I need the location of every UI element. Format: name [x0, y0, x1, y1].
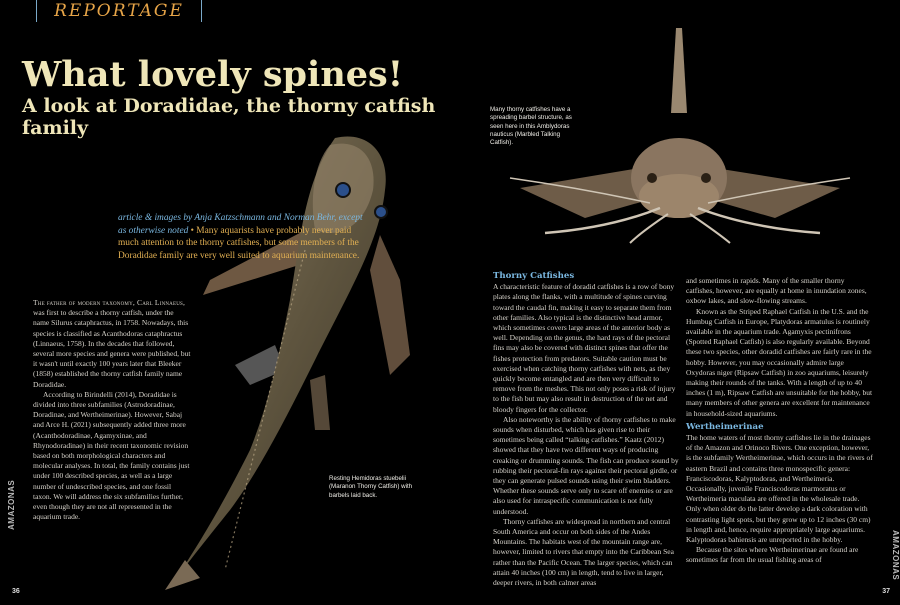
page-number-left: 36 [12, 588, 20, 595]
heading-thorny-catfishes: Thorny Catfishes [493, 271, 575, 281]
bullet-dot: • [190, 225, 194, 236]
caption-fish1: Resting Hemidoras stuebelii (Maranon Thorny Catfish) with barbels laid back. [329, 475, 413, 499]
right2-para-4: Because the sites where Wertheimerinae are found are sometimes far from the usual fishing areas of [686, 545, 859, 565]
left-para-1 [33, 298, 191, 390]
dek-text: Many aquarists have probably never paid much attention to the thorny catfishes, but some members of the Doradidae family are very well suited to aquarium maintenance. [118, 225, 360, 261]
byline [118, 212, 366, 262]
left-para-1-text: was first to describe a thorny catfish, under the name Silurus cataphractus, in 1758. Nowadays, this species is classified as Acanthodoras cataphractus (Linnaeus, 1758). In the decades that followed, several more species and genera were published, but it wasn't until exactly 100 years later that Bleeker (1858) established the thorny catfish family name Doradidae. [33, 308, 191, 389]
right2-para-2: Known as the Striped Raphael Catfish in the U.S. and the Humbug Catfish in Europe, Platydoras armatulus is routinely available in the aquarium trade. Agamyxis pectinifrons (Spotted Raphael Catfish) is also regularly available. Beyond these two species, other doradid catfishes are fairly rare in the hobby. However, you may occasionally admire large Oxydoras niger (Ripsaw Catfish) in zoo aquariums, leisurely making their rounds of the tanks. With a length of up to 40 inches (1 m), Ripsaw Catfish are unsuitable for the hobby, but many members of other genera are excellent for maintenance in household-sized aquariums. [686, 306, 873, 418]
left-column-body [33, 298, 191, 522]
right2-para-3: The home waters of most thorny catfishes lie in the drainages of the Amazon and Orinoco Rivers. One exception, however, is the subfamily Wertheimerinae, which occurs in the rivers of eastern Brazil and contains three monospecific genera: Franciscodoras, Kalyptodoras, and Wertheimeria. Occasionally, juvenile Franciscodoras marmoratus or Wertheimeria maculata are offered in the wholesale trade. Only when older do the latter develop a dark coloration with contrasting light spots, but they grow up to 12 inches (30 cm) in length and, hence, require appropriately large aquariums. Kalyptodoras bahiensis are unreported in the hobby. [686, 433, 873, 545]
right-column-2 [686, 276, 873, 566]
article-subtitle: A look at Doradidae, the thorny catfish family [22, 95, 436, 139]
right1-para-3: Thorny catfishes are widespread in northern and central South America and occur on both sides of the Andes Mountains. The habitats west of the mountain range are, however, limited to rivers that empty into the Caribbean Sea rather than the Pacific Ocean. The larger species, which can attain 40 inches (100 cm) in length, tend to live in larger, deeper rivers, in both calmer areas [493, 516, 674, 588]
section-label: REPORTAGE [54, 1, 184, 21]
page-number-right: 37 [882, 588, 890, 595]
left-para-2: According to Birindelli (2014), Doradidae is divided into three subfamilies (Astrodoradinae, Doradinae, and Wertheimerinae). However, Sabaj and Arce H. (2021) subsequently added three more (Acanthodoradinae, Agamyxinae, and Rhynodoradinae) in their recent taxonomic revision based on both morphological characters and molecular analyses. In total, the family contains just under 100 described species, as well as a large number of undescribed species, and one fossil taxon. We will address the six subfamilies further, even though they are not all represented in the aquarium trade. [33, 389, 190, 522]
article-title: What lovely spines! [22, 54, 404, 95]
lead-in: The father of modern taxonomy, Carl Linnaeus, [33, 298, 186, 307]
heading-wertheimerinae: Wertheimerinae [686, 421, 764, 432]
fish-photo-hemidoras [165, 130, 430, 590]
right1-para-2: Also noteworthy is the ability of thorny catfishes to make sounds when disturbed, which has given rise to their sometimes being called “talking catfishes.” Kaatz (2012) showed that they have two different ways of producing creaking or drumming sounds. The fish can produce sound by rubbing their pectoral-fin rays against their pectoral girdle, or they can generate pulsed sounds using their swim bladders. Whether these sounds serve only to scare off enemies or are also used for intraspecific communication is not fully understood. [493, 414, 679, 516]
right-column-1 [493, 271, 679, 588]
magazine-name-right: AMAZONAS [891, 530, 900, 581]
magazine-name-left: AMAZONAS [7, 479, 16, 530]
section-tab [36, 0, 202, 22]
right2-para-1: and sometimes in rapids. Many of the smaller thorny catfishes, however, are equally at home in inundation zones, oxbow lakes, and slow-flowing streams. [686, 276, 867, 306]
right-page [450, 0, 900, 605]
caption-fish2: Many thorny catfishes have a spreading barbel structure, as seen here in this Amblydoras nauticus (Marbled Talking Catfish). [490, 106, 572, 147]
byline-credit: article & images by Anja Katzschmann and Norman Behr, except as otherwise noted [118, 213, 363, 236]
right1-para-1: A characteristic feature of doradid catfishes is a row of bony plates along the flanks, with a multitude of spines curving toward the caudal fin, making it easy to separate them from other families. Also typical is the distinctive head armor, which sometimes covers large areas of the anterior body as well. Depending on the genus, the hard rays of the pectoral fins may also be covered with distinct spines that offer the fishes protection from predators. Suitable caution must be exercised when catching thorny catfishes with nets, as they quickly become entangled and are then very difficult to remove from the meshes. This not only poses a risk of injury to the fish but may also result in destruction of the net and bloody fingers for the collector. [493, 282, 676, 414]
